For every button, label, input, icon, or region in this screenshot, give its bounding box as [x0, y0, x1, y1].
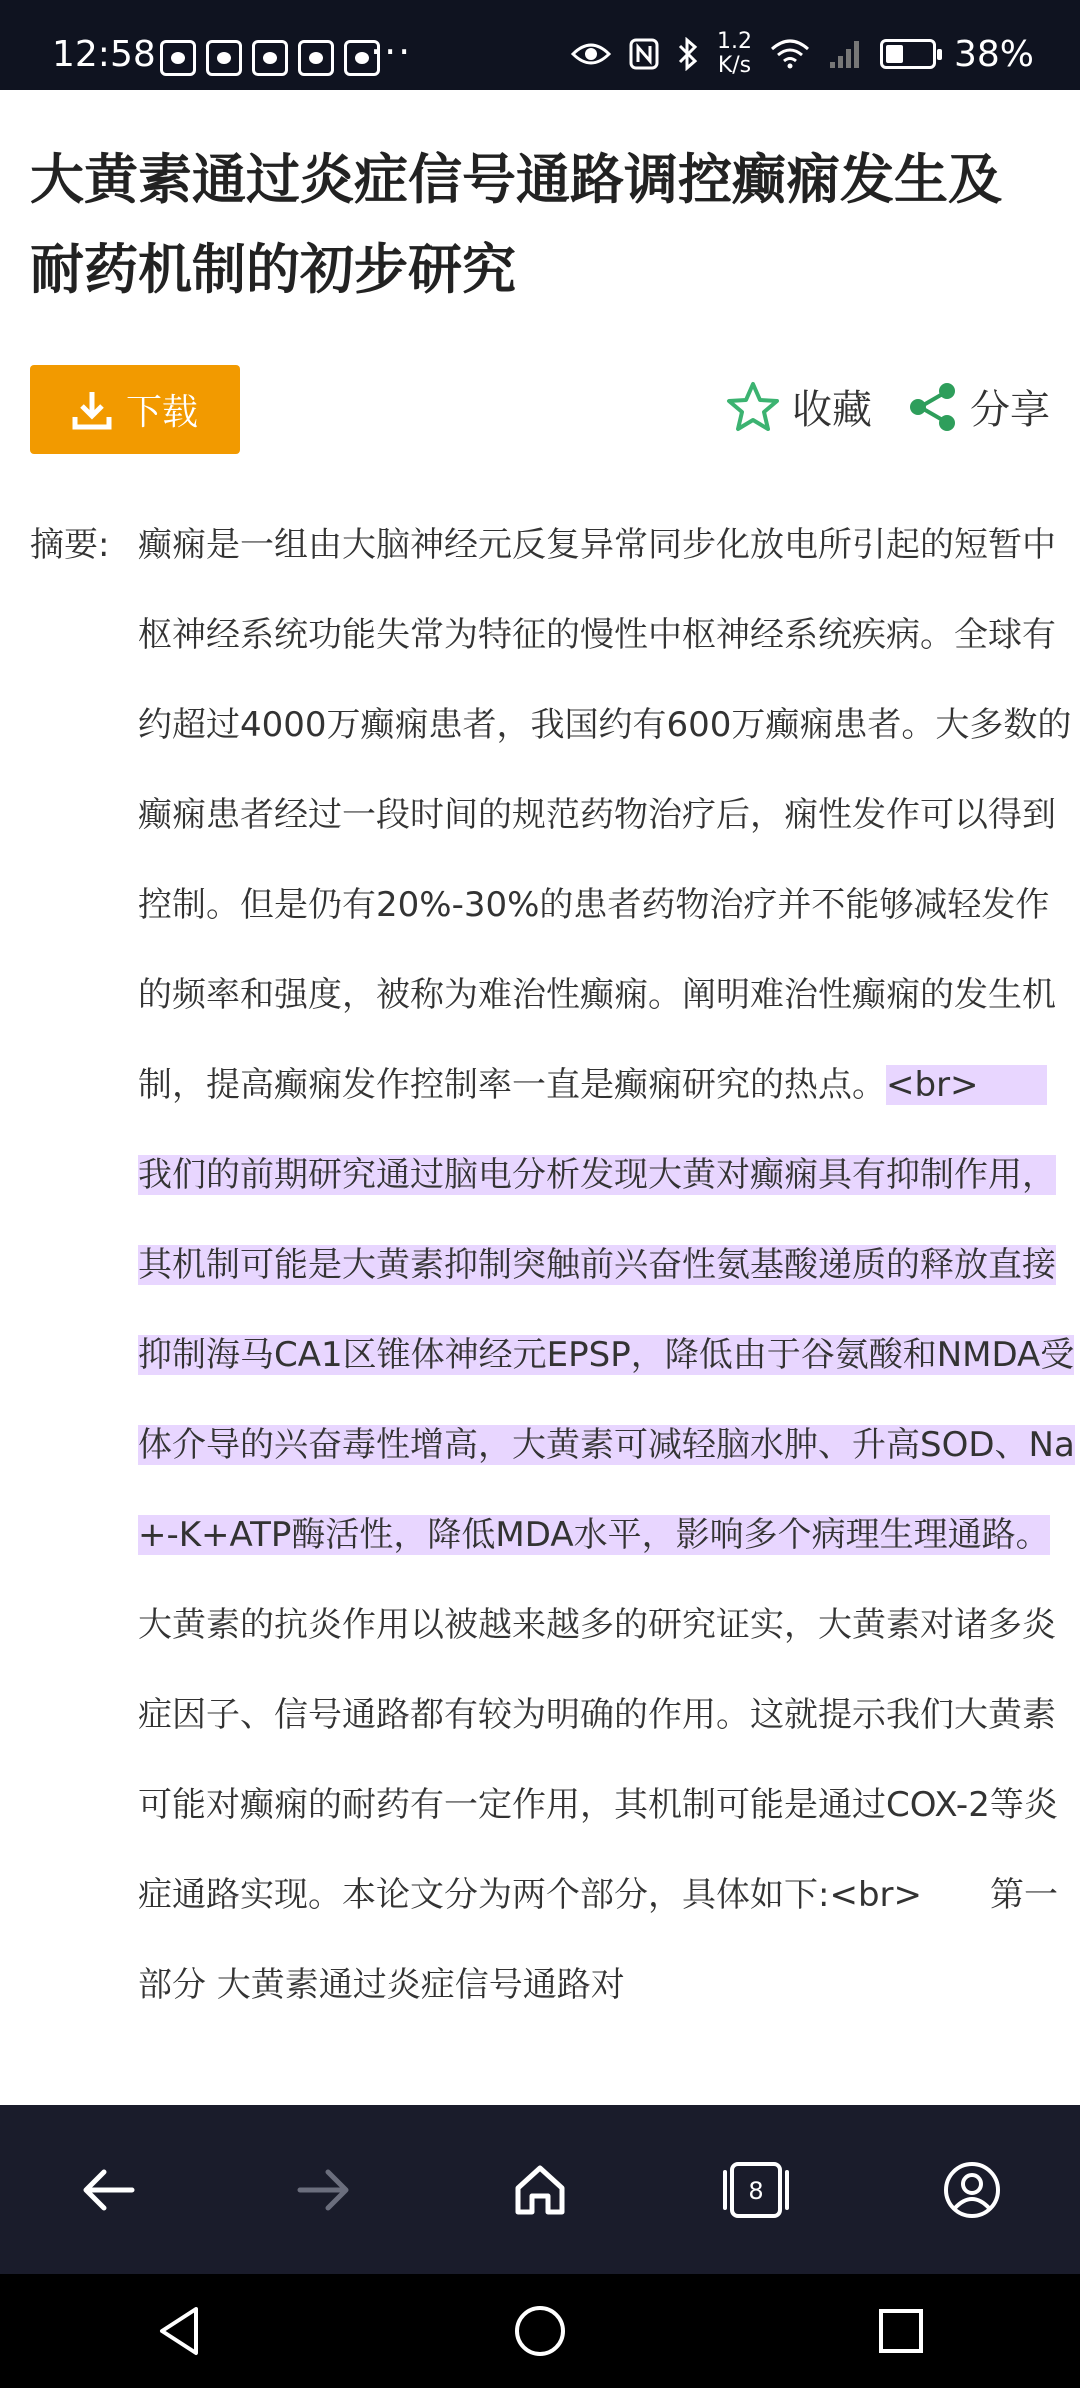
notification-icons: [160, 40, 380, 76]
system-recents-icon[interactable]: [876, 2306, 926, 2356]
paw-notification-icon: [160, 40, 196, 76]
star-icon: [726, 381, 780, 433]
download-label: 下载: [125, 392, 198, 433]
more-notifications-icon: ···: [370, 30, 413, 74]
tab-count: 8: [748, 2176, 764, 2205]
system-nav-bar: [0, 2274, 1080, 2388]
abstract-text-part: 癫痫是一组由大脑神经元反复异常同步化放电所引起的短暂中枢神经系统功能失常为特征的慢性中枢神经系统疾病。全球有约超过4000万癫痫患者，我国约有600万癫痫患者。大多数的癫痫患者经过一段时间的规范药物治疗后，痫性发作可以得到控制。但是仍有20%-30%的患者药物治疗并不能够减轻发作的频率和强度，被称为难治性癫痫。阐明难治性癫痫的发生机制，提高癫痫发作控制率一直是癫痫研究的热点。: [138, 525, 1072, 1105]
arrow-right-icon: [296, 2166, 352, 2214]
cellular-signal-icon: [828, 38, 862, 70]
paw-notification-icon: [252, 40, 288, 76]
nfc-icon: [629, 38, 659, 70]
arrow-left-icon: [80, 2166, 136, 2214]
home-button[interactable]: [485, 2135, 595, 2245]
forward-button[interactable]: [269, 2135, 379, 2245]
highlighted-text: <br> 我们的前期研究通过脑电分析发现大黄对癫痫具有抑制作用，其机制可能是大黄素抑制突触前兴奋性氨基酸递质的释放直接抑制海马CA1区锥体神经元EPSP，降低由于谷氨酸和NMDA受体介导的兴奋毒性增高，大黄素可减轻脑水肿、升高SOD、Na+-K+ATP酶活性，降低MDA水平，影响多个病理生理通路。: [138, 1065, 1075, 1555]
paw-notification-icon: [298, 40, 334, 76]
battery-level: [886, 45, 903, 63]
share-button[interactable]: [908, 378, 1050, 435]
eye-icon: [571, 40, 611, 68]
network-speed: 1.2 K/s: [716, 29, 752, 78]
tabs-button[interactable]: [701, 2135, 811, 2245]
status-bar: [0, 0, 1080, 90]
abstract-section: [30, 500, 1075, 2030]
paw-notification-icon: [206, 40, 242, 76]
abstract-label: 摘要:: [30, 525, 110, 565]
battery-percentage: 38%: [953, 33, 1034, 75]
user-icon: [942, 2160, 1002, 2220]
article-title: 大黄素通过炎症信号通路调控癫痫发生及耐药机制的初步研究: [30, 148, 1002, 301]
system-home-icon[interactable]: [512, 2303, 568, 2359]
download-icon: [72, 389, 112, 431]
abstract-text[interactable]: [138, 500, 1080, 2030]
status-time: 12:58: [52, 34, 156, 75]
home-icon: [512, 2162, 568, 2218]
download-button[interactable]: [30, 365, 240, 454]
share-icon: [908, 382, 958, 432]
favorite-button[interactable]: [726, 378, 872, 435]
article-actions: [726, 378, 1050, 435]
tabs-icon: [718, 2160, 794, 2220]
battery-icon: [880, 39, 936, 69]
system-back-icon[interactable]: [154, 2303, 204, 2359]
share-label: 分享: [970, 387, 1050, 433]
back-button[interactable]: [53, 2135, 163, 2245]
wifi-icon: [770, 39, 810, 69]
abstract-text-part: 大黄素的抗炎作用以被越来越多的研究证实，大黄素对诸多炎症因子、信号通路都有较为明确的作用。这就提示我们大黄素可能对癫痫的耐药有一定作用，其机制可能是通过COX-2等炎症通路实现。本论文分为两个部分，具体如下:<br> 第一部分 大黄素通过炎症信号通路对: [138, 1605, 1058, 2005]
browser-nav-bar: [0, 2105, 1080, 2274]
bluetooth-icon: [677, 37, 699, 71]
account-button[interactable]: [917, 2135, 1027, 2245]
favorite-label: 收藏: [792, 387, 872, 433]
